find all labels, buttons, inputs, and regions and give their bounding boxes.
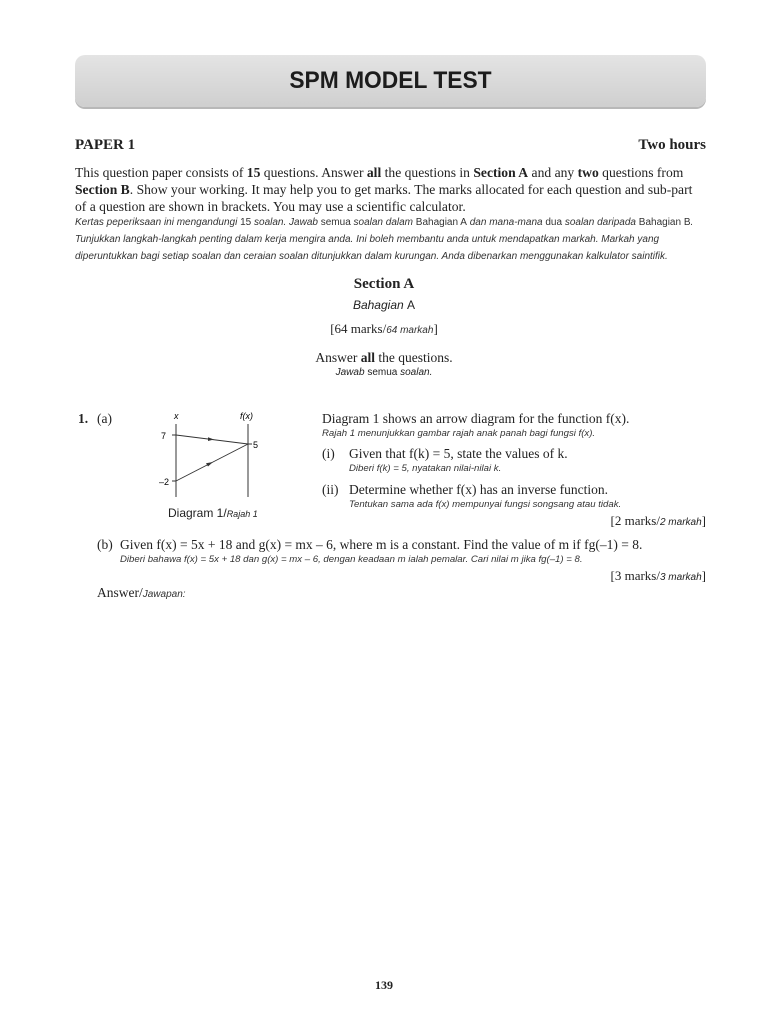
answer-all-ms-post: soalan. (397, 367, 433, 378)
domain-value-7: 7 (161, 431, 167, 441)
instruction-ms-segment: dua (545, 217, 563, 228)
part-b-marks-ms: 3 markah (659, 572, 702, 583)
section-marks (0, 321, 768, 337)
instruction-en-segment: questions. Answer (260, 165, 367, 180)
answer-all-ms-bold: semua (367, 367, 398, 378)
part-b-marks (611, 568, 707, 584)
instruction-en-segment: Section B (75, 182, 130, 197)
diagram-fx-label: f(x) (240, 411, 253, 421)
part-a-label: (a) (97, 411, 112, 426)
instruction-en-segment: all (366, 165, 382, 180)
answer-label (97, 585, 186, 601)
part-b-marks-close: ] (701, 568, 706, 583)
section-marks-ms: 64 markah (386, 325, 434, 336)
part-b-text-ms: Diberi bahawa f(x) = 5x + 18 dan g(x) = mx – 6, dengan keadaan m ialah pemalar. Cari nilai m jika fg(–1) = 8. (120, 554, 583, 565)
part-a-text: Diagram 1 shows an arrow diagram for the function f(x). (322, 411, 630, 426)
part-a-text-ms: Rajah 1 menunjukkan gambar rajah anak panah bagi fungsi f(x). (322, 428, 596, 439)
answer-all-bold: all (360, 350, 375, 365)
arrowhead-1 (208, 437, 214, 441)
part-a-marks-en: [2 marks/ (610, 513, 660, 528)
instruction-en-segment: questions from (598, 165, 684, 180)
part-b-text: Given f(x) = 5x + 18 and g(x) = mx – 6, where m is a constant. Find the value of m if fg(–1) = 8. (120, 537, 643, 552)
instruction-en-segment: 15 (246, 165, 261, 180)
diagram-caption (168, 506, 258, 520)
subpart-ii-text-ms: Tentukan sama ada f(x) mempunyai fungsi songsang atau tidak. (349, 499, 622, 510)
instruction-ms-segment: Bahagian A (415, 217, 467, 228)
diagram-caption-ms: Rajah 1 (226, 509, 258, 519)
instruction-ms-segment: semua (320, 217, 351, 228)
instruction-ms-segment: . Tunjukkan langkah-langkah penting dalam kerja mengira anda. Ini boleh membantu anda untuk mendapatkan markah. Markah yang diperuntukkan bagi setiap soalan dan ceraian soalan ditunjukkan dalam kurungan. Anda dibenarkan menggunakan kalkulator saintifik. (75, 217, 694, 262)
instruction-en-segment: This question paper consists of (75, 165, 247, 180)
section-title: Section A (353, 276, 415, 292)
answer-all-instruction (0, 350, 768, 366)
instructions-ms (75, 214, 706, 265)
section-title-ms (0, 298, 768, 312)
section-title-ms-letter: A (407, 298, 416, 312)
instruction-ms-segment: soalan dalam (350, 217, 416, 228)
domain-value-neg2: –2 (159, 477, 170, 487)
answer-all-ms-pre: Jawab (335, 367, 368, 378)
title-banner (75, 55, 706, 107)
answer-all-instruction-ms (0, 367, 768, 378)
answer-label-ms: Jawapan: (142, 589, 186, 600)
arrowhead-2 (206, 462, 213, 467)
subpart-i-text-ms: Diberi f(k) = 5, nyatakan nilai-nilai k. (349, 463, 502, 474)
instruction-ms-segment: Bahagian B (638, 217, 691, 228)
answer-all-pre: Answer (315, 350, 361, 365)
instruction-ms-segment: 15 (240, 217, 252, 228)
subpart-ii-label: (ii) (322, 482, 339, 497)
instruction-en-segment: two (577, 165, 599, 180)
diagram-caption-en: Diagram 1/ (168, 506, 227, 520)
instruction-en-segment: the questions in (381, 165, 474, 180)
instruction-en-segment: Section A (473, 165, 529, 180)
answer-all-post: the questions. (375, 350, 453, 365)
page-number: 139 (375, 978, 393, 992)
instruction-en-segment: . Show your working. It may help you to get marks. The marks allocated for each question and sub-part of a question are shown in brackets. You may use a scientific calculator. (75, 182, 693, 214)
question-number: 1. (78, 411, 89, 426)
part-a-marks-close: ] (701, 513, 706, 528)
instruction-ms-segment: soalan daripada (562, 217, 639, 228)
paper-header (75, 137, 706, 154)
subpart-ii-text: Determine whether f(x) has an inverse function. (349, 482, 609, 497)
instruction-ms-segment: Kertas peperiksaan ini mengandungi (75, 217, 241, 228)
paper-label: PAPER 1 (75, 137, 136, 153)
page-title: SPM MODEL TEST (289, 67, 492, 94)
section-title-ms-word: Bahagian (352, 298, 404, 312)
duration-label: Two hours (638, 137, 706, 153)
diagram-x-label: x (174, 411, 179, 421)
instruction-en-segment: and any (528, 165, 578, 180)
section-marks-en: [64 marks/ (330, 321, 387, 336)
part-a-marks (611, 513, 707, 529)
section-marks-close: ] (433, 321, 438, 336)
arrow-diagram (155, 410, 270, 502)
answer-label-en: Answer/ (97, 585, 143, 600)
instructions-en (75, 164, 706, 215)
codomain-value-5: 5 (253, 440, 259, 450)
part-a-marks-ms: 2 markah (659, 517, 702, 528)
instruction-ms-segment: soalan. Jawab (251, 217, 321, 228)
subpart-i-label: (i) (322, 446, 335, 461)
subpart-i-text: Given that f(k) = 5, state the values of k. (349, 446, 568, 461)
instruction-ms-segment: dan mana-mana (466, 217, 546, 228)
part-b-label: (b) (97, 537, 113, 552)
part-b-marks-en: [3 marks/ (610, 568, 660, 583)
